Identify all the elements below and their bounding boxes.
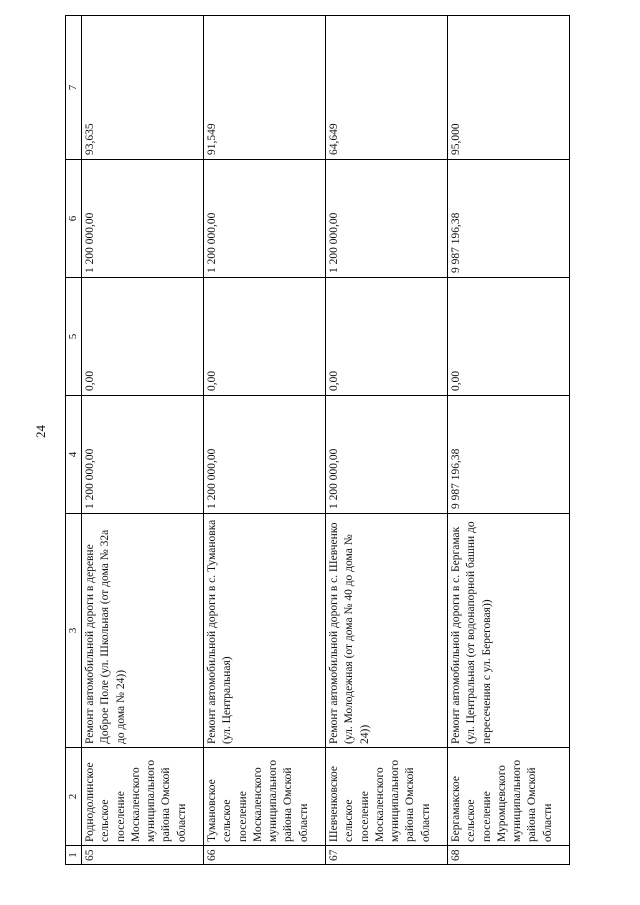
- settlement-cell: Бергамакское сельское поселение Муромцевского муниципального района Омской области: [448, 748, 570, 846]
- amount-cell-6: 1 200 000,00: [326, 160, 448, 278]
- work-description-cell: Ремонт автомобильной дороги в с. Шевченко (ул. Молодежная (от дома № 40 до дома № 24)): [326, 514, 448, 748]
- amount-cell-4: 1 200 000,00: [204, 396, 326, 514]
- table-row: [326, 16, 448, 865]
- row-number: 65: [82, 846, 204, 865]
- col-header-7: 7: [66, 16, 82, 160]
- col-header-4: 4: [66, 396, 82, 514]
- row-number: 68: [448, 846, 570, 865]
- amount-cell-4: 1 200 000,00: [82, 396, 204, 514]
- col-header-2: 2: [66, 748, 82, 846]
- col-header-6: 6: [66, 160, 82, 278]
- row-number: 66: [204, 846, 326, 865]
- page-number: 24: [33, 425, 48, 438]
- col-header-5: 5: [66, 278, 82, 396]
- table-row: [82, 16, 204, 865]
- percent-cell-7: 93,635: [82, 16, 204, 160]
- work-description-cell: Ремонт автомобильной дороги в деревне Доброе Поле (ул. Школьная (от дома № 32а до дома № 24)): [82, 514, 204, 748]
- settlement-cell: Шевченковское сельское поселение Москаленского муниципального района Омской области: [326, 748, 448, 846]
- col-header-1: 1: [66, 846, 82, 865]
- percent-cell-7: 64,649: [326, 16, 448, 160]
- work-description-cell: Ремонт автомобильной дороги в с. Бергамак (ул. Центральная (от водонапорной башни до пересечения с ул. Береговая)): [448, 514, 570, 748]
- percent-cell-7: 95,000: [448, 16, 570, 160]
- amount-cell-5: 0,00: [326, 278, 448, 396]
- work-description-cell: Ремонт автомобильной дороги в с. Тумановка (ул. Центральная): [204, 514, 326, 748]
- row-number: 67: [326, 846, 448, 865]
- settlement-cell: Тумановское сельское поселение Москаленского муниципального района Омской области: [204, 748, 326, 846]
- document-table-rotated: [65, 16, 570, 865]
- percent-cell-7: 91,549: [204, 16, 326, 160]
- amount-cell-4: 1 200 000,00: [326, 396, 448, 514]
- amount-cell-6: 1 200 000,00: [204, 160, 326, 278]
- amount-cell-6: 9 987 196,38: [448, 160, 570, 278]
- amount-cell-5: 0,00: [448, 278, 570, 396]
- table-row: [448, 16, 570, 865]
- amount-cell-4: 9 987 196,38: [448, 396, 570, 514]
- road-repair-table: [65, 15, 570, 865]
- col-header-3: 3: [66, 514, 82, 748]
- table-row: [204, 16, 326, 865]
- amount-cell-5: 0,00: [204, 278, 326, 396]
- amount-cell-6: 1 200 000,00: [82, 160, 204, 278]
- header-row: [66, 16, 82, 865]
- settlement-cell: Роднодолинское сельское поселение Москаленского муниципального района Омской области: [82, 748, 204, 846]
- amount-cell-5: 0,00: [82, 278, 204, 396]
